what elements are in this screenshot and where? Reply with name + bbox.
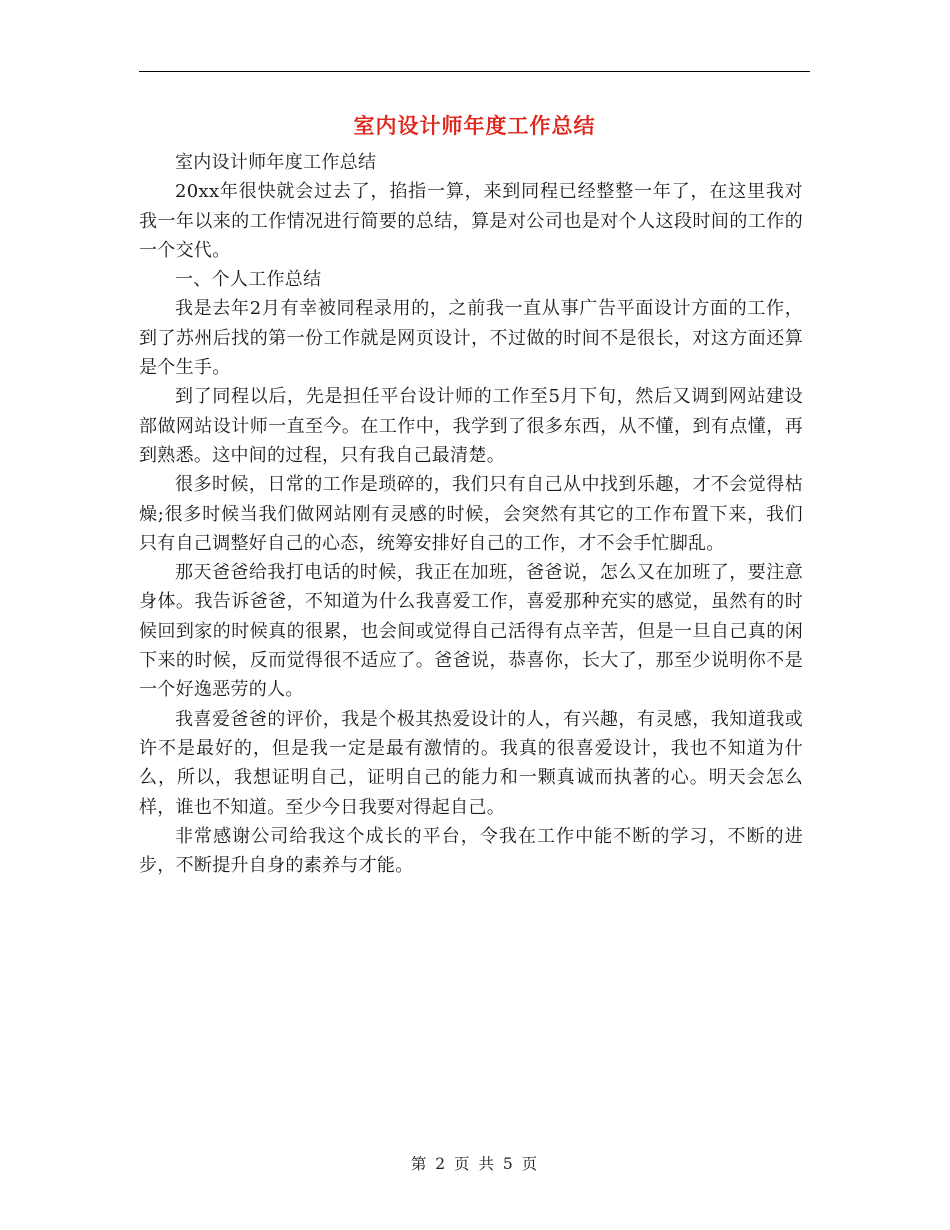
document-title: 室内设计师年度工作总结: [353, 113, 596, 138]
paragraph-intro: 20xx年很快就会过去了，掐指一算，来到同程已经整整一年了，在这里我对我一年以来的工作情况进行简要的总结，算是对公司也是对个人这段时间的工作的一个交代。: [139, 181, 803, 261]
page-number: 第 2 页 共 5 页: [410, 1155, 540, 1173]
paragraph-passion: 我喜爱爸爸的评价，我是个极其热爱设计的人，有兴趣，有灵感，我知道我或许不是最好的，但是我一定是最有激情的。我真的很喜爱设计，我也不知道为什么，所以，我想证明自己，证明自己的能力和一颗真诚而执著的心。明天会怎么样，谁也不知道。至少今日我要对得起自己。: [139, 708, 803, 818]
document-body: [139, 148, 803, 880]
paragraph-daily-work: 很多时候，日常的工作是琐碎的，我们只有自己从中找到乐趣，才不会觉得枯燥;很多时候当我们做网站刚有灵感的时候，会突然有其它的工作布置下来，我们只有自己调整好自己的心态，统筹安排好自己的工作，才不会手忙脚乱。: [139, 474, 803, 554]
header-rule: [139, 71, 810, 72]
paragraph-thanks: 非常感谢公司给我这个成长的平台，令我在工作中能不断的学习，不断的进步，不断提升自身的素养与才能。: [139, 825, 803, 877]
paragraph-background: 我是去年2月有幸被同程录用的，之前我一直从事广告平面设计方面的工作，到了苏州后找的第一份工作就是网页设计，不过做的时间不是很长，对这方面还算是个生手。: [139, 298, 803, 379]
paragraph-father-call: 那天爸爸给我打电话的时候，我正在加班，爸爸说，怎么又在加班了，要注意身体。我告诉爸爸，不知道为什么我喜爱工作，喜爱那种充实的感觉，虽然有的时候回到家的时候真的很累，也会间或觉得自己活得有点辛苦，但是一旦自己真的闲下来的时候，反而觉得很不适应了。爸爸说，恭喜你，长大了，那至少说明你不是一个好逸恶劳的人。: [139, 562, 803, 701]
paragraph-subtitle: 室内设计师年度工作总结: [175, 152, 377, 173]
paragraph-roles: 到了同程以后，先是担任平台设计师的工作至5月下旬，然后又调到网站建设部做网站设计师一直至今。在工作中，我学到了很多东西，从不懂，到有点懂，再到熟悉。这中间的过程，只有我自己最清楚。: [139, 386, 803, 466]
section-heading-personal-summary: 一、个人工作总结: [175, 269, 322, 291]
